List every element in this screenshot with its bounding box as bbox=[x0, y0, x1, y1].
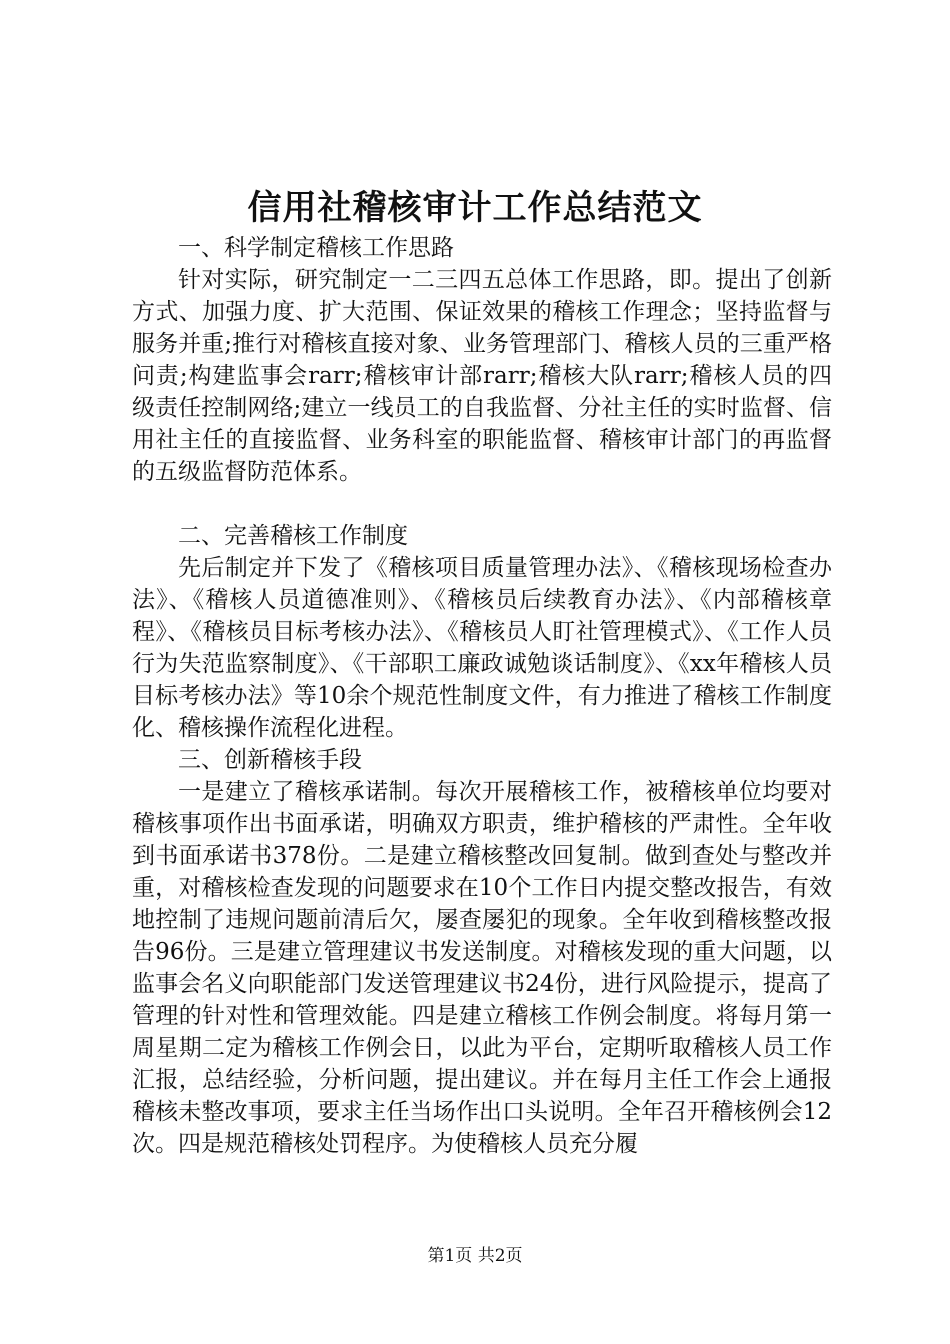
section-paragraph-3: 一是建立了稽核承诺制。每次开展稽核工作，被稽核单位均要对稽核事项作出书面承诺，明确双方职责，维护稽核的严肃性。全年收到书面承诺书378份。二是建立稽核整改回复制。做到查处与整改并重，对稽核检查发现的问题要求在10个工作日内提交整改报告，有效地控制了违规问题前清后欠，屡查屡犯的现象。全年收到稽核整改报告96份。三是建立管理建议书发送制度。对稽核发现的重大问题，以监事会名义向职能部门发送管理建议书24份，进行风险提示，提高了管理的针对性和管理效能。四是建立稽核工作例会制度。将每月第一周星期二定为稽核工作例会日，以此为平台，定期听取稽核人员工作汇报，总结经验，分析问题，提出建议。并在每月主任工作会上通报稽核未整改事项，要求主任当场作出口头说明。全年召开稽核例会12次。四是规范稽核处罚程序。为使稽核人员充分履 bbox=[132, 779, 832, 1157]
paragraph-gap bbox=[132, 488, 832, 520]
page-footer: 第1页 共2页 bbox=[427, 1246, 523, 1266]
section-heading-1: 一、科学制定稽核工作思路 bbox=[178, 235, 454, 261]
document-body bbox=[132, 232, 832, 1160]
section-heading-2: 二、完善稽核工作制度 bbox=[178, 523, 408, 549]
section-heading-3: 三、创新稽核手段 bbox=[178, 747, 362, 773]
section-paragraph-2: 先后制定并下发了《稽核项目质量管理办法》、《稽核现场检查办法》、《稽核人员道德准则》、《稽核员后续教育办法》、《内部稽核章程》、《稽核员目标考核办法》、《稽核员人盯社管理模式》、《工作人员行为失范监察制度》、《干部职工廉政诚勉谈话制度》、《xx年稽核人员目标考核办法》等10余个规范性制度文件，有力推进了稽核工作制度化、稽核操作流程化进程。 bbox=[132, 555, 832, 741]
section-paragraph-1: 针对实际，研究制定一二三四五总体工作思路，即。提出了创新方式、加强力度、扩大范围、保证效果的稽核工作理念；坚持监督与服务并重;推行对稽核直接对象、业务管理部门、稽核人员的三重严格问责;构建监事会rarr;稽核审计部rarr;稽核大队rarr;稽核人员的四级责任控制网络;建立一线员工的自我监督、分社主任的实时监督、信用社主任的直接监督、业务科室的职能监督、稽核审计部门的再监督的五级监督防范体系。 bbox=[132, 267, 832, 485]
document-title: 信用社稽核审计工作总结范文 bbox=[247, 188, 703, 228]
